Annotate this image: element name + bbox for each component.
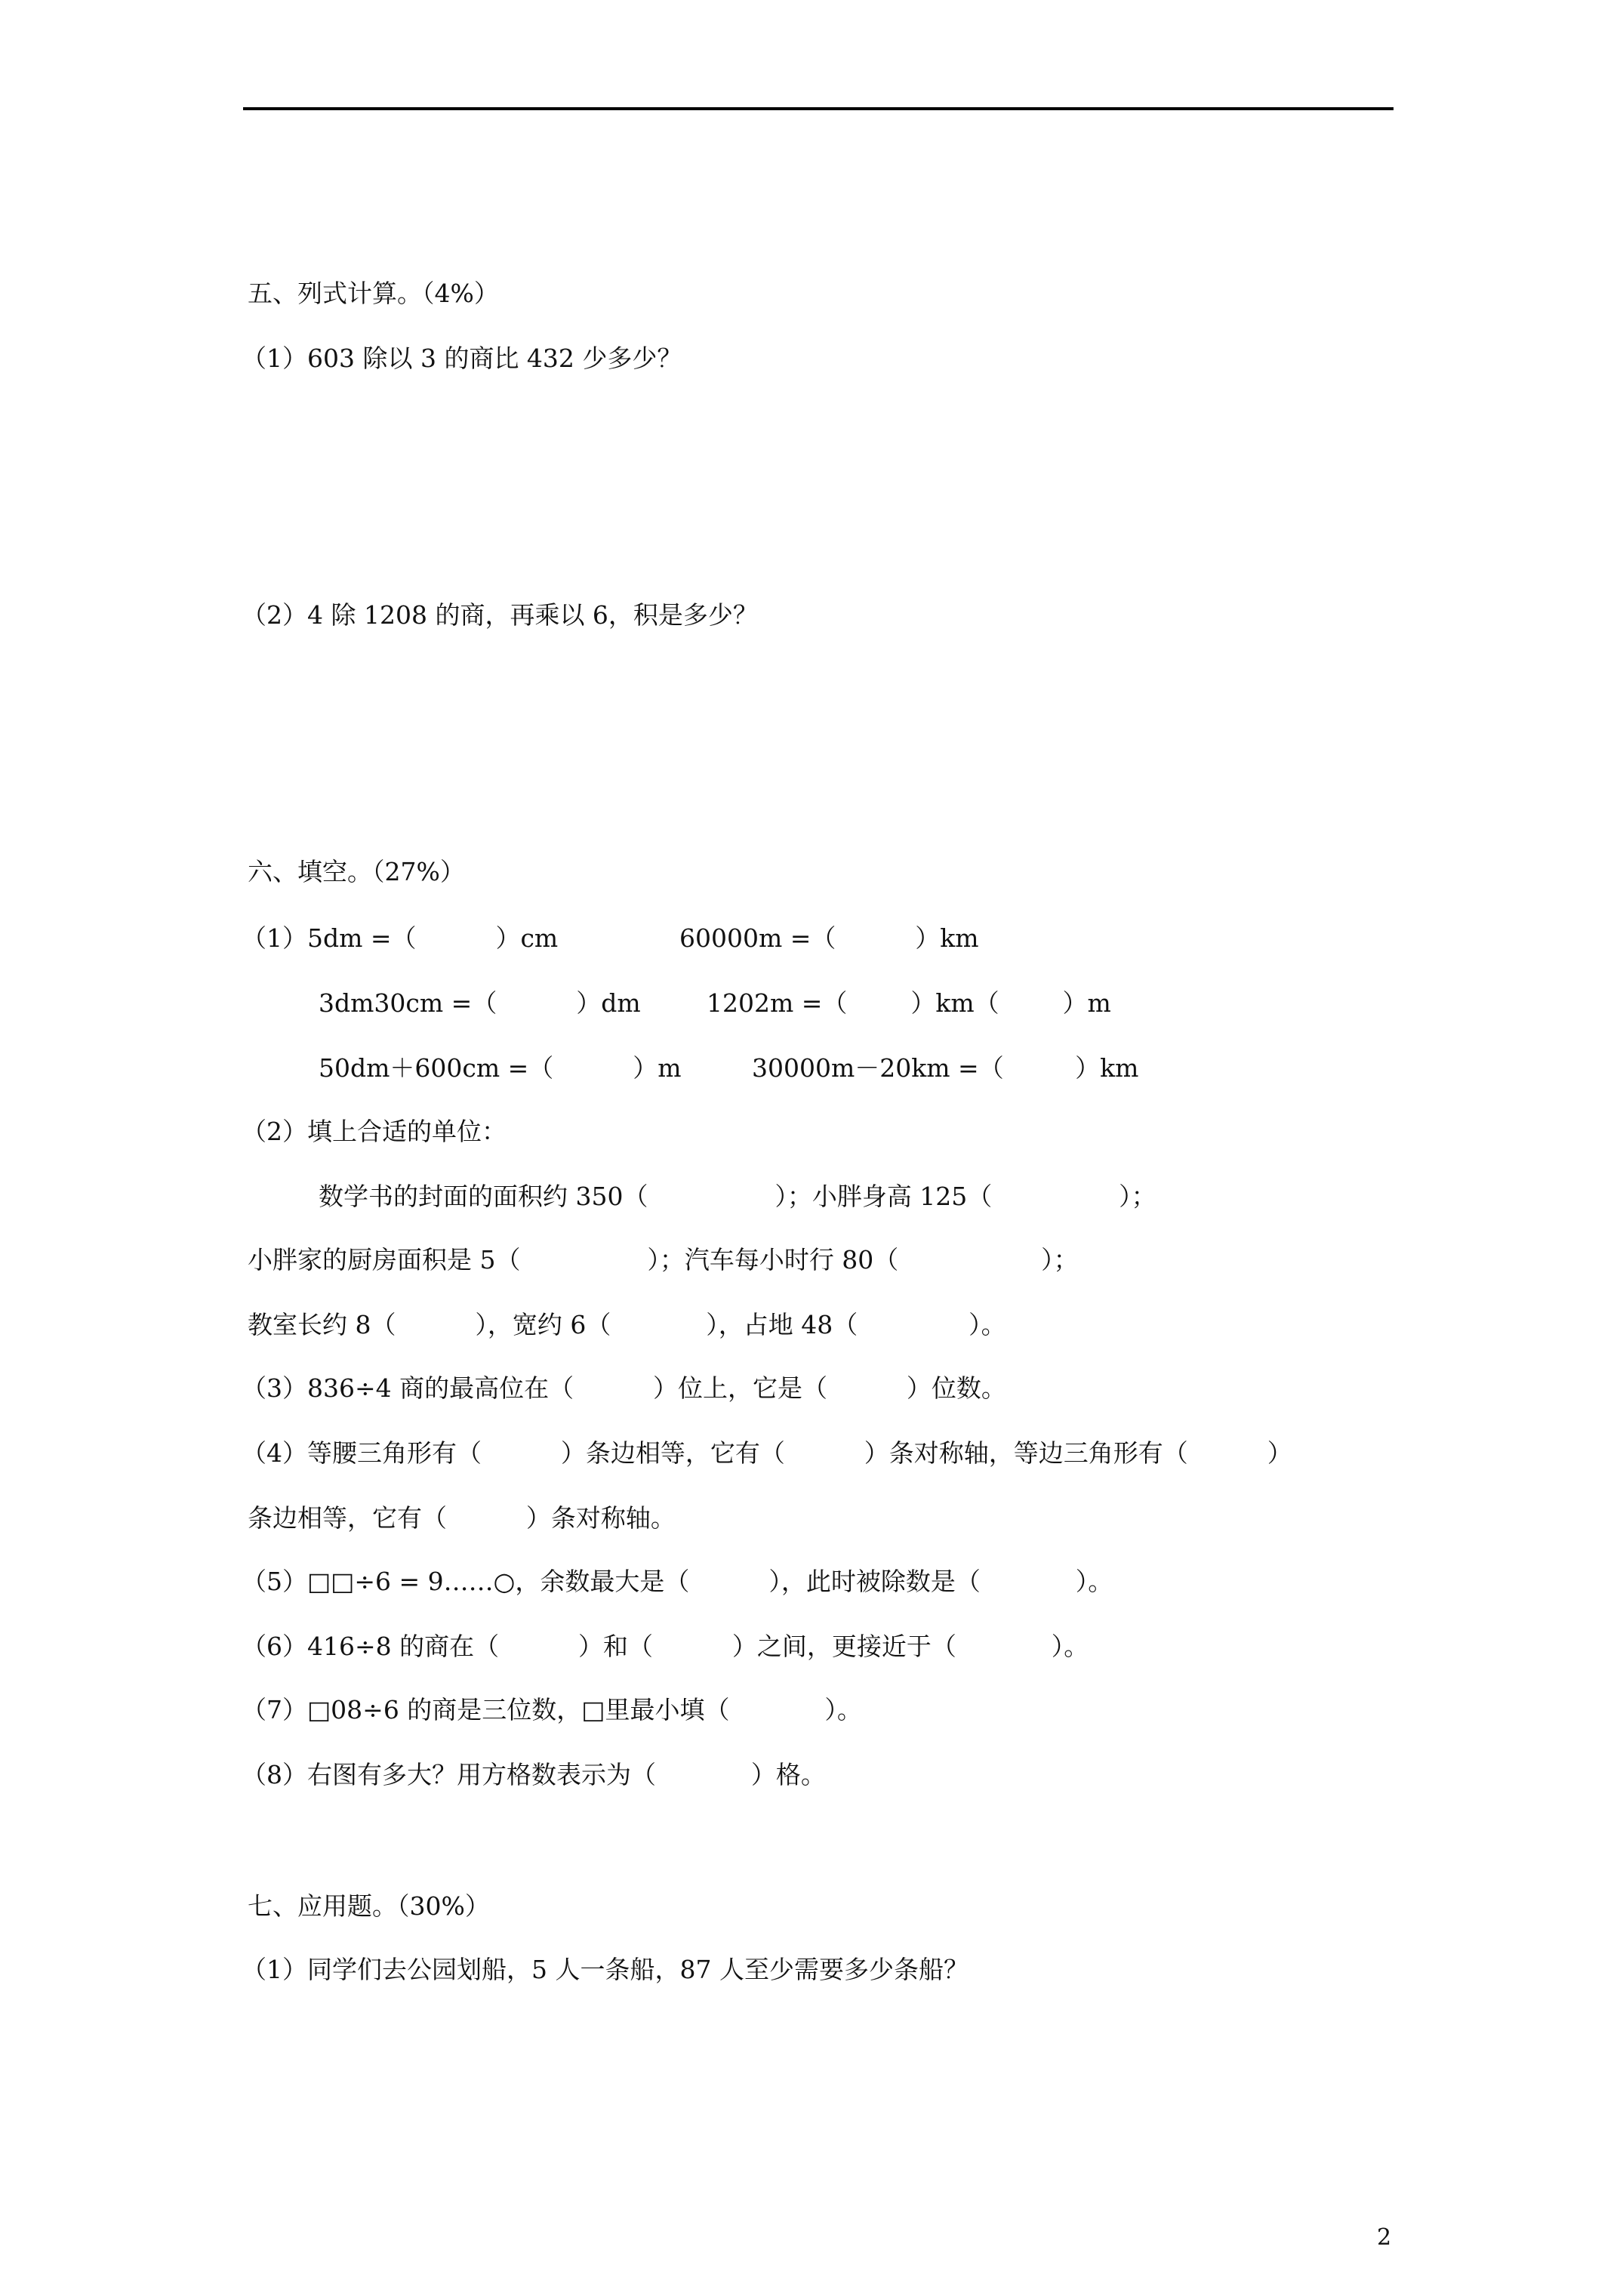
header-rule [243, 107, 1394, 110]
question-6-1-row2-a: 3dm30cm =（ ）dm [319, 988, 641, 1018]
question-6-7: （7）□08÷6 的商是三位数，□里最小填（ ）。 [242, 1695, 862, 1724]
question-5-2: （2）4 除 1208 的商，再乘以 6，积是多少？ [242, 600, 758, 630]
question-6-2-line2: 小胖家的厨房面积是 5（ ）；汽车每小时行 80（ ）； [248, 1245, 1079, 1274]
question-6-2-line1: 数学书的封面的面积约 350（ ）；小胖身高 125（ ）； [319, 1182, 1156, 1211]
question-7-1: （1）同学们去公园划船，5 人一条船，87 人至少需要多少条船？ [242, 1955, 969, 1984]
section-five-heading: 五、列式计算。（4%） [248, 279, 499, 308]
question-6-2-label: （2）填上合适的单位： [242, 1117, 507, 1146]
question-6-6: （6）416÷8 的商在（ ）和（ ）之间，更接近于（ ）。 [242, 1632, 1089, 1661]
question-6-1-row3-a: 50dm＋600cm =（ ）m [319, 1053, 682, 1083]
question-6-2-line3: 教室长约 8（ ），宽约 6（ ），占地 48（ ）。 [248, 1310, 1006, 1339]
question-6-1-row3-b: 30000m－20km =（ ）km [752, 1053, 1139, 1083]
question-6-4-line2: 条边相等，它有（ ）条对称轴。 [248, 1503, 676, 1533]
question-6-3: （3）836÷4 商的最高位在（ ）位上，它是（ ）位数。 [242, 1373, 1006, 1403]
question-6-1-row2-b: 1202m =（ ）km（ ）m [707, 988, 1111, 1018]
question-6-5: （5）□□÷6 = 9……○，余数最大是（ ），此时被除数是（ ）。 [242, 1567, 1113, 1596]
question-6-4-line1: （4）等腰三角形有（ ）条边相等，它有（ ）条对称轴，等边三角形有（ ） [242, 1438, 1292, 1468]
section-six-heading: 六、填空。（27%） [248, 857, 465, 886]
section-seven-heading: 七、应用题。（30%） [248, 1891, 490, 1921]
page-number: 2 [1377, 2224, 1392, 2251]
question-6-8: （8）右图有多大？用方格数表示为（ ）格。 [242, 1760, 826, 1789]
question-6-1-row1-a: （1）5dm =（ ）cm [242, 923, 559, 953]
question-5-1: （1）603 除以 3 的商比 432 少多少？ [242, 344, 682, 373]
question-6-1-row1-b: 60000m =（ ）km [679, 923, 979, 953]
